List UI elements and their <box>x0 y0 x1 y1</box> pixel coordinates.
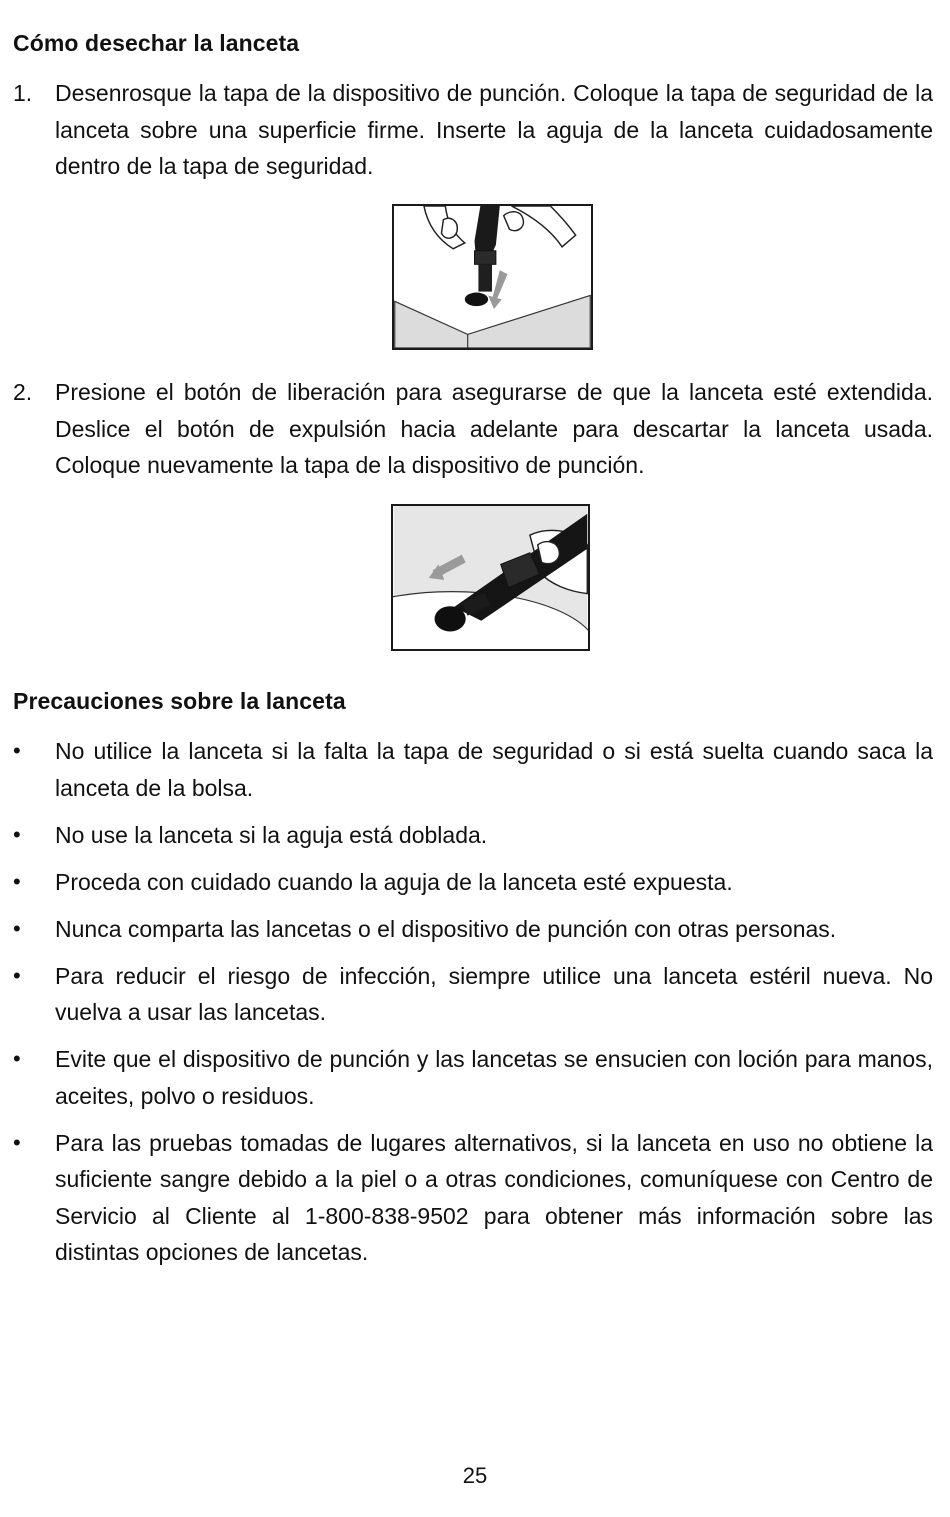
precaution-text: Nunca comparta las lancetas o el dispositivo de punción con otras personas. <box>55 915 837 942</box>
lancet-insert-into-cap-illustration <box>392 204 593 350</box>
list-item <box>13 958 933 1031</box>
disposal-steps-list-2 <box>13 374 933 484</box>
bullet-icon: • <box>13 915 21 941</box>
bullet-icon: • <box>13 868 21 894</box>
disposal-step-2 <box>13 374 933 484</box>
list-item <box>13 911 933 948</box>
lancet-eject-illustration <box>391 504 590 651</box>
precaution-text: Para reducir el riesgo de infección, siempre utilice una lanceta estéril nueva. No vuelva a usar las lancetas. <box>55 962 933 1025</box>
page-number: 25 <box>462 1463 488 1488</box>
bullet-icon: • <box>13 962 21 988</box>
list-item <box>13 817 933 854</box>
section-title-dispose-lancet: Cómo desechar la lanceta <box>13 30 300 56</box>
section-title-lancet-precautions: Precauciones sobre la lanceta <box>13 688 346 714</box>
list-item <box>13 1041 933 1114</box>
step-text: Desenrosque la tapa de la dispositivo de punción. Coloque la tapa de seguridad de la lanceta sobre una superficie firme. Inserte la aguja de la lanceta cuidadosamente dentro de la tapa de seguridad. <box>55 80 933 179</box>
precautions-list <box>13 733 933 1281</box>
step-number: 2. <box>13 379 33 405</box>
step-text: Presione el botón de liberación para asegurarse de que la lanceta esté extendida. Deslice el botón de expulsión hacia adelante para descartar la lanceta usada. Coloque nuevamente la tapa de la dispositivo de punción. <box>55 379 933 478</box>
precaution-text: No utilice la lanceta si la falta la tapa de seguridad o si está suelta cuando saca la lanceta de la bolsa. <box>55 738 933 801</box>
disposal-step-1 <box>13 75 933 185</box>
bullet-icon: • <box>13 738 21 763</box>
precaution-text: Proceda con cuidado cuando la aguja de la lanceta esté expuesta. <box>55 868 733 895</box>
step-number: 1. <box>13 80 33 106</box>
precaution-text: Evite que el dispositivo de punción y las lancetas se ensucien con loción para manos, aceites, polvo o residuos. <box>55 1046 933 1109</box>
disposal-steps-list-1 <box>13 75 933 185</box>
precaution-text: No use la lanceta si la aguja está doblada. <box>55 821 488 848</box>
list-item <box>13 864 933 901</box>
precaution-text: Para las pruebas tomadas de lugares alternativos, si la lanceta en uso no obtiene la suficiente sangre debido a la piel o a otras condiciones, comuníquese con Centro de Servicio al Cliente al 1-800-838-9502 para obtener más información sobre las distintas opciones de lancetas. <box>55 1129 933 1265</box>
bullet-icon: • <box>13 1129 21 1155</box>
bullet-icon: • <box>13 821 21 847</box>
list-item <box>13 1125 933 1271</box>
list-item <box>13 733 933 806</box>
bullet-icon: • <box>13 1046 21 1071</box>
